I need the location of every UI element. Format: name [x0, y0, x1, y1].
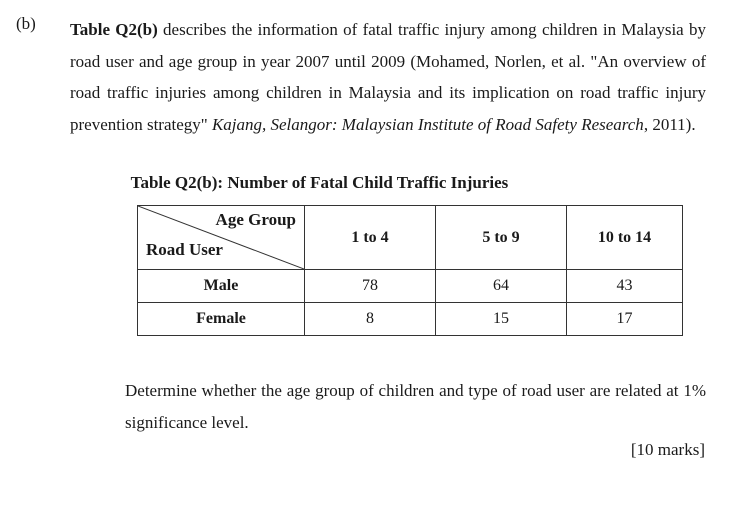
corner-label-age-group: Age Group [215, 210, 296, 229]
question-text: Determine whether the age group of children and type of road user are related at 1% significance level. [125, 381, 706, 432]
marks-label: [10 marks] [630, 440, 705, 459]
column-header: 10 to 14 [567, 206, 683, 270]
table-title: Table Q2(b): Number of Fatal Child Traffic Injuries [130, 173, 509, 192]
corner-cell [138, 206, 305, 270]
intro-text: describes the information of fatal traffic injury among children in Malaysia by road user and age group in year 2007 until 2009 (Mohamed, Norlen, et al. "An overview of road traffic injuries among children in Malaysia and its implication on road traffic injury prevention strategy" [70, 20, 706, 134]
column-header: 1 to 4 [305, 206, 436, 270]
table-cell: 43 [567, 270, 683, 303]
table-reference: Table Q2(b) [70, 20, 158, 39]
table-row [138, 303, 683, 336]
table-cell: 17 [567, 303, 683, 336]
table-cell: 8 [305, 303, 436, 336]
table-cell: 78 [305, 270, 436, 303]
table-row [138, 270, 683, 303]
table-cell: 64 [436, 270, 567, 303]
corner-label-road-user: Road User [146, 240, 223, 259]
table-cell: 15 [436, 303, 567, 336]
table-header-row [138, 206, 683, 270]
column-header: 5 to 9 [436, 206, 567, 270]
data-table [137, 205, 683, 336]
row-header: Male [138, 270, 305, 303]
part-label: (b) [16, 14, 36, 33]
source-italic: Kajang, Selangor: Malaysian Institute of Road Safety Research [211, 114, 644, 134]
row-header: Female [138, 303, 305, 336]
intro-paragraph [70, 14, 706, 140]
intro-text-end: , 2011). [643, 114, 696, 134]
